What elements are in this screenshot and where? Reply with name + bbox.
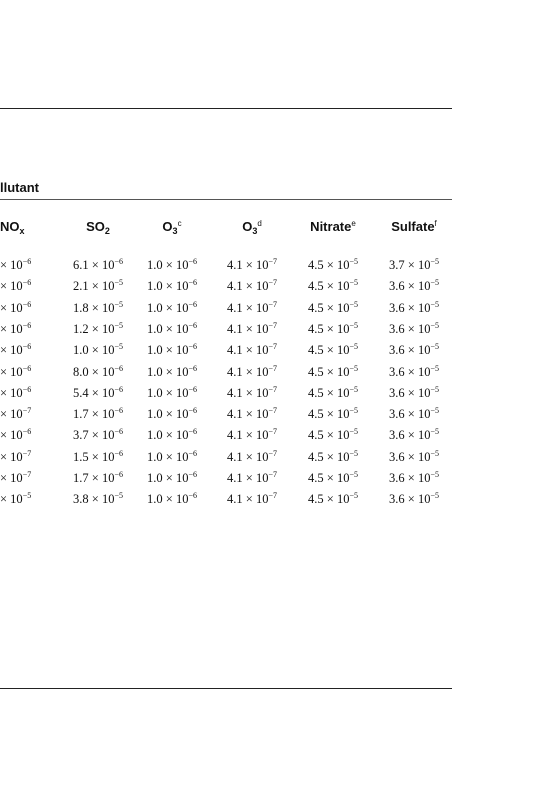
column-header-o3c: $O_3^c$ (162, 219, 182, 236)
table-cell-o3c: $1.0 \times 10^{-6}$ (147, 427, 197, 443)
table-cell-sulfate: $3.6 \times 10^{-5}$ (389, 342, 439, 358)
table-cell-nitrate: $4.5 \times 10^{-5}$ (308, 470, 358, 485)
group-header-rule (0, 199, 452, 200)
table-cell-o3c: $1.0 \times 10^{-6}$ (147, 491, 197, 507)
table-cell-sulfate: $3.6 \times 10^{-5}$ (389, 448, 439, 464)
table-cell-so2: $2.1 \times 10^{-5}$ (73, 278, 123, 294)
table-cell-so2: $5.4 \times 10^{-6}$ (73, 384, 123, 400)
column-header-sulfate: Sulfate$^f$ (391, 219, 437, 234)
table-cell-sulfate: $3.6 \times 10^{-5}$ (389, 406, 439, 422)
table-cell-nox: × $10^{-7}$ (0, 470, 32, 485)
table-cell-sulfate: $3.6 \times 10^{-5}$ (389, 363, 439, 379)
table-cell-sulfate: $3.6 \times 10^{-5}$ (389, 491, 439, 507)
table-cell-nitrate: $4.5 \times 10^{-5}$ (308, 257, 358, 272)
table-cell-sulfate: $3.6 \times 10^{-5}$ (389, 384, 439, 400)
table-cell-so2: $8.0 \times 10^{-6}$ (73, 363, 123, 379)
table-cell-o3d: $4.1 \times 10^{-7}$ (227, 470, 277, 485)
table-cell-o3d: $4.1 \times 10^{-7}$ (227, 491, 277, 507)
table-cell-nox: × $10^{-6}$ (0, 320, 32, 336)
table-cell-so2: $1.0 \times 10^{-5}$ (73, 342, 123, 358)
table-cell-o3c: $1.0 \times 10^{-6}$ (147, 342, 197, 358)
table-cell-so2: $3.7 \times 10^{-6}$ (73, 427, 123, 443)
table-cell-o3d: $4.1 \times 10^{-7}$ (227, 278, 277, 294)
table-cell-so2: $1.2 \times 10^{-5}$ (73, 320, 123, 336)
table-cell-sulfate: $3.6 \times 10^{-5}$ (389, 427, 439, 443)
table-cell-nitrate: $4.5 \times 10^{-5}$ (308, 363, 358, 379)
table-cell-nitrate: $4.5 \times 10^{-5}$ (308, 320, 358, 336)
column-header-nitrate: Nitrate$^e$ (310, 219, 356, 234)
pollutant-group-header: llutant (0, 180, 39, 195)
table-cell-o3d: $4.1 \times 10^{-7}$ (227, 406, 277, 422)
table-cell-o3c: $1.0 \times 10^{-6}$ (147, 384, 197, 400)
table-cell-o3c: $1.0 \times 10^{-6}$ (147, 320, 197, 336)
table-cell-sulfate: $3.6 \times 10^{-5}$ (389, 278, 439, 294)
table-cell-nox: × $10^{-7}$ (0, 448, 32, 464)
table-cell-so2: $6.1 \times 10^{-6}$ (73, 257, 123, 272)
table-cell-sulfate: $3.7 \times 10^{-5}$ (389, 257, 439, 272)
column-header-nox: $NO_x$ (0, 219, 25, 236)
table-cell-o3d: $4.1 \times 10^{-7}$ (227, 320, 277, 336)
table-cell-o3d: $4.1 \times 10^{-7}$ (227, 299, 277, 315)
table-cell-nox: × $10^{-6}$ (0, 363, 32, 379)
table-top-rule (0, 108, 452, 109)
table-cell-nox: × $10^{-7}$ (0, 406, 32, 422)
table-cell-nox: × $10^{-5}$ (0, 491, 32, 507)
table-cell-o3c: $1.0 \times 10^{-6}$ (147, 278, 197, 294)
table-cell-o3c: $1.0 \times 10^{-6}$ (147, 299, 197, 315)
table-cell-so2: $1.7 \times 10^{-6}$ (73, 470, 123, 485)
table-cell-sulfate: $3.6 \times 10^{-5}$ (389, 299, 439, 315)
table-cell-nox: × $10^{-6}$ (0, 384, 32, 400)
table-cell-o3c: $1.0 \times 10^{-6}$ (147, 406, 197, 422)
table-cell-o3c: $1.0 \times 10^{-6}$ (147, 257, 197, 272)
table-cell-sulfate: $3.6 \times 10^{-5}$ (389, 320, 439, 336)
table-cell-nitrate: $4.5 \times 10^{-5}$ (308, 491, 358, 507)
table-cell-so2: $1.8 \times 10^{-5}$ (73, 299, 123, 315)
table-cell-nox: × $10^{-6}$ (0, 257, 32, 272)
table-cell-o3d: $4.1 \times 10^{-7}$ (227, 342, 277, 358)
table-cell-nitrate: $4.5 \times 10^{-5}$ (308, 427, 358, 443)
table-cell-o3d: $4.1 \times 10^{-7}$ (227, 427, 277, 443)
table-bottom-rule (0, 688, 452, 689)
table-cell-sulfate: $3.6 \times 10^{-5}$ (389, 470, 439, 485)
table-cell-o3d: $4.1 \times 10^{-7}$ (227, 257, 277, 272)
table-cell-nitrate: $4.5 \times 10^{-5}$ (308, 278, 358, 294)
table-cell-nox: × $10^{-6}$ (0, 427, 32, 443)
table-cell-o3c: $1.0 \times 10^{-6}$ (147, 448, 197, 464)
table-cell-o3d: $4.1 \times 10^{-7}$ (227, 448, 277, 464)
column-header-so2: $SO_2$ (86, 219, 110, 236)
table-cell-o3c: $1.0 \times 10^{-6}$ (147, 470, 197, 485)
table-cell-nitrate: $4.5 \times 10^{-5}$ (308, 448, 358, 464)
table-cell-nox: × $10^{-6}$ (0, 299, 32, 315)
table-cell-so2: $1.5 \times 10^{-6}$ (73, 448, 123, 464)
table-cell-o3d: $4.1 \times 10^{-7}$ (227, 363, 277, 379)
table-cell-so2: $1.7 \times 10^{-6}$ (73, 406, 123, 422)
table-cell-nitrate: $4.5 \times 10^{-5}$ (308, 299, 358, 315)
table-cell-nitrate: $4.5 \times 10^{-5}$ (308, 384, 358, 400)
table-cell-nox: × $10^{-6}$ (0, 342, 32, 358)
table-cell-nox: × $10^{-6}$ (0, 278, 32, 294)
table-cell-so2: $3.8 \times 10^{-5}$ (73, 491, 123, 507)
table-cell-nitrate: $4.5 \times 10^{-5}$ (308, 342, 358, 358)
column-header-o3d: $O_3^d$ (242, 219, 262, 236)
table-cell-nitrate: $4.5 \times 10^{-5}$ (308, 406, 358, 422)
table-cell-o3c: $1.0 \times 10^{-6}$ (147, 363, 197, 379)
table-cell-o3d: $4.1 \times 10^{-7}$ (227, 384, 277, 400)
